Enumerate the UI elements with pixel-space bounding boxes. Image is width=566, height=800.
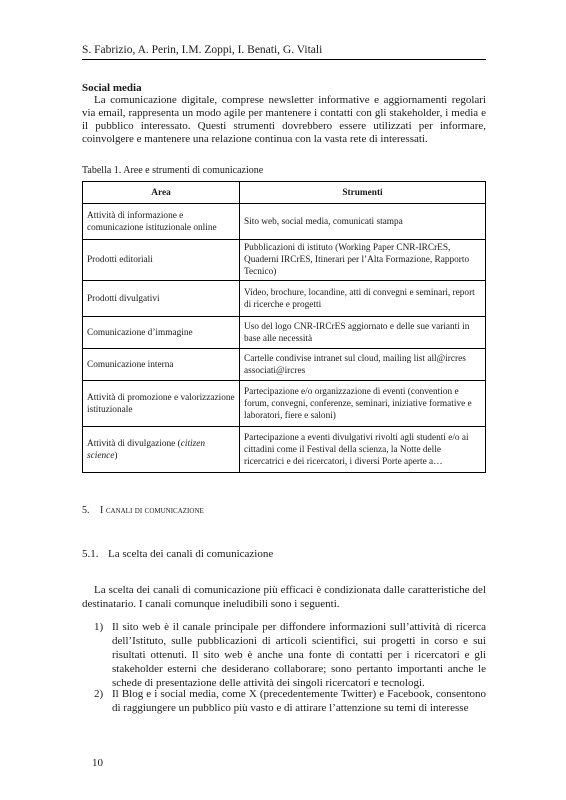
area-cell: Attività di promozione e valorizzazione istituzionale (83, 381, 240, 427)
area-cell: Comunicazione d’immagine (83, 317, 240, 349)
subsection-title: La scelta dei canali di comunicazione (108, 548, 274, 560)
area-text-close: ) (114, 450, 118, 461)
area-cell (83, 427, 240, 473)
table-header-row (83, 182, 486, 204)
tools-cell: Video, brochure, locandine, atti di convegni e seminari, report di ricerche e progetti (240, 281, 486, 317)
area-cell: Attività di informazione e comunicazione istituzionale online (83, 204, 240, 240)
table-row (83, 427, 486, 473)
column-header-area: Area (83, 182, 240, 204)
section-title-initial: I (100, 505, 104, 516)
table-row (83, 317, 486, 349)
table-row (83, 381, 486, 427)
table-row (83, 240, 486, 281)
table-caption: Tabella 1. Aree e strumenti di comunicazione (82, 165, 264, 176)
table-row (83, 204, 486, 240)
areas-tools-table (82, 181, 486, 473)
tools-cell: Uso del logo CNR-IRCrES aggiornato e delle sue varianti in base alle necessità (240, 317, 486, 349)
social-media-heading: Social media (82, 82, 142, 94)
subsection-number: 5.1. (82, 548, 99, 560)
area-cell: Comunicazione interna (83, 349, 240, 381)
intro-paragraph: La scelta dei canali di comunicazione più efficaci è condizionata dalle caratteristiche del destinatario. I canali comunque ineludibili sono i seguenti. (82, 584, 486, 610)
social-media-paragraph: La comunicazione digitale, comprese newsletter informative e aggiornamenti regolari via email, rappresenta un modo agile per mantenere i contatti con gli stakeholder, i media e il pubblico interessato. Questi strumenti dovrebbero essere utilizzati per informare, coinvolgere e mantenere una relazione continua con la vasta rete di interessati. (82, 94, 486, 145)
tools-cell: Partecipazione e/o organizzazione di eventi (convention e forum, convegni, conferenze, seminari, iniziative formative e laboratori, fiere e saloni) (240, 381, 486, 427)
tools-cell: Pubblicazioni di istituto (Working Paper CNR-IRCrES, Quaderni IRCrES, Itinerari per l’Alta Formazione, Rapporto Tecnico) (240, 240, 486, 281)
list-number: 2) (94, 688, 104, 700)
section-5-heading (82, 505, 204, 516)
tools-cell: Partecipazione a eventi divulgativi rivolti agli studenti e/o ai cittadini come il Festival della scienza, la Notte delle ricercatrici e dei ricercatori, i diversi Porte aperte a… (240, 427, 486, 473)
table-row (83, 281, 486, 317)
subsection-5-1-heading (82, 548, 273, 560)
table-row (83, 349, 486, 381)
list-text: Il sito web è il canale principale per diffondere informazioni sull’attività di ricerca dell’Istituto, sulle pubblicazioni di articoli scientifici, sui progetti in corso e sui risultati ottenuti. Il sito web è anche una fonte di contatti per i ricercatori e gli stakeholder esterni che desiderano collaborare; sono pertanto importanti anche le schede di presentazione delle attività dei singoli ricercatori e tecnologi. (112, 621, 486, 689)
tools-cell: Cartelle condivise intranet sul cloud, mailing list all@ircres associati@ircres (240, 349, 486, 381)
section-title: canali di comunicazione (103, 505, 204, 516)
area-emphasis: citizen science (87, 438, 206, 461)
area-cell: Prodotti editoriali (83, 240, 240, 281)
column-header-tools: Strumenti (240, 182, 486, 204)
list-item (82, 620, 486, 690)
page-number: 10 (92, 757, 103, 769)
area-text: Attività di divulgazione ( (87, 438, 181, 449)
list-number: 1) (94, 621, 104, 633)
list-item (82, 687, 486, 715)
area-cell: Prodotti divulgativi (83, 281, 240, 317)
running-header: S. Fabrizio, A. Perin, I.M. Zoppi, I. Benati, G. Vitali (82, 44, 486, 60)
list-text: Il Blog e i social media, come X (precedentemente Twitter) e Facebook, consentono di raggiungere un pubblico più vasto e di attirare l’attenzione su temi di interesse (112, 688, 486, 714)
section-number: 5. (82, 505, 90, 516)
tools-cell: Sito web, social media, comunicati stampa (240, 204, 486, 240)
